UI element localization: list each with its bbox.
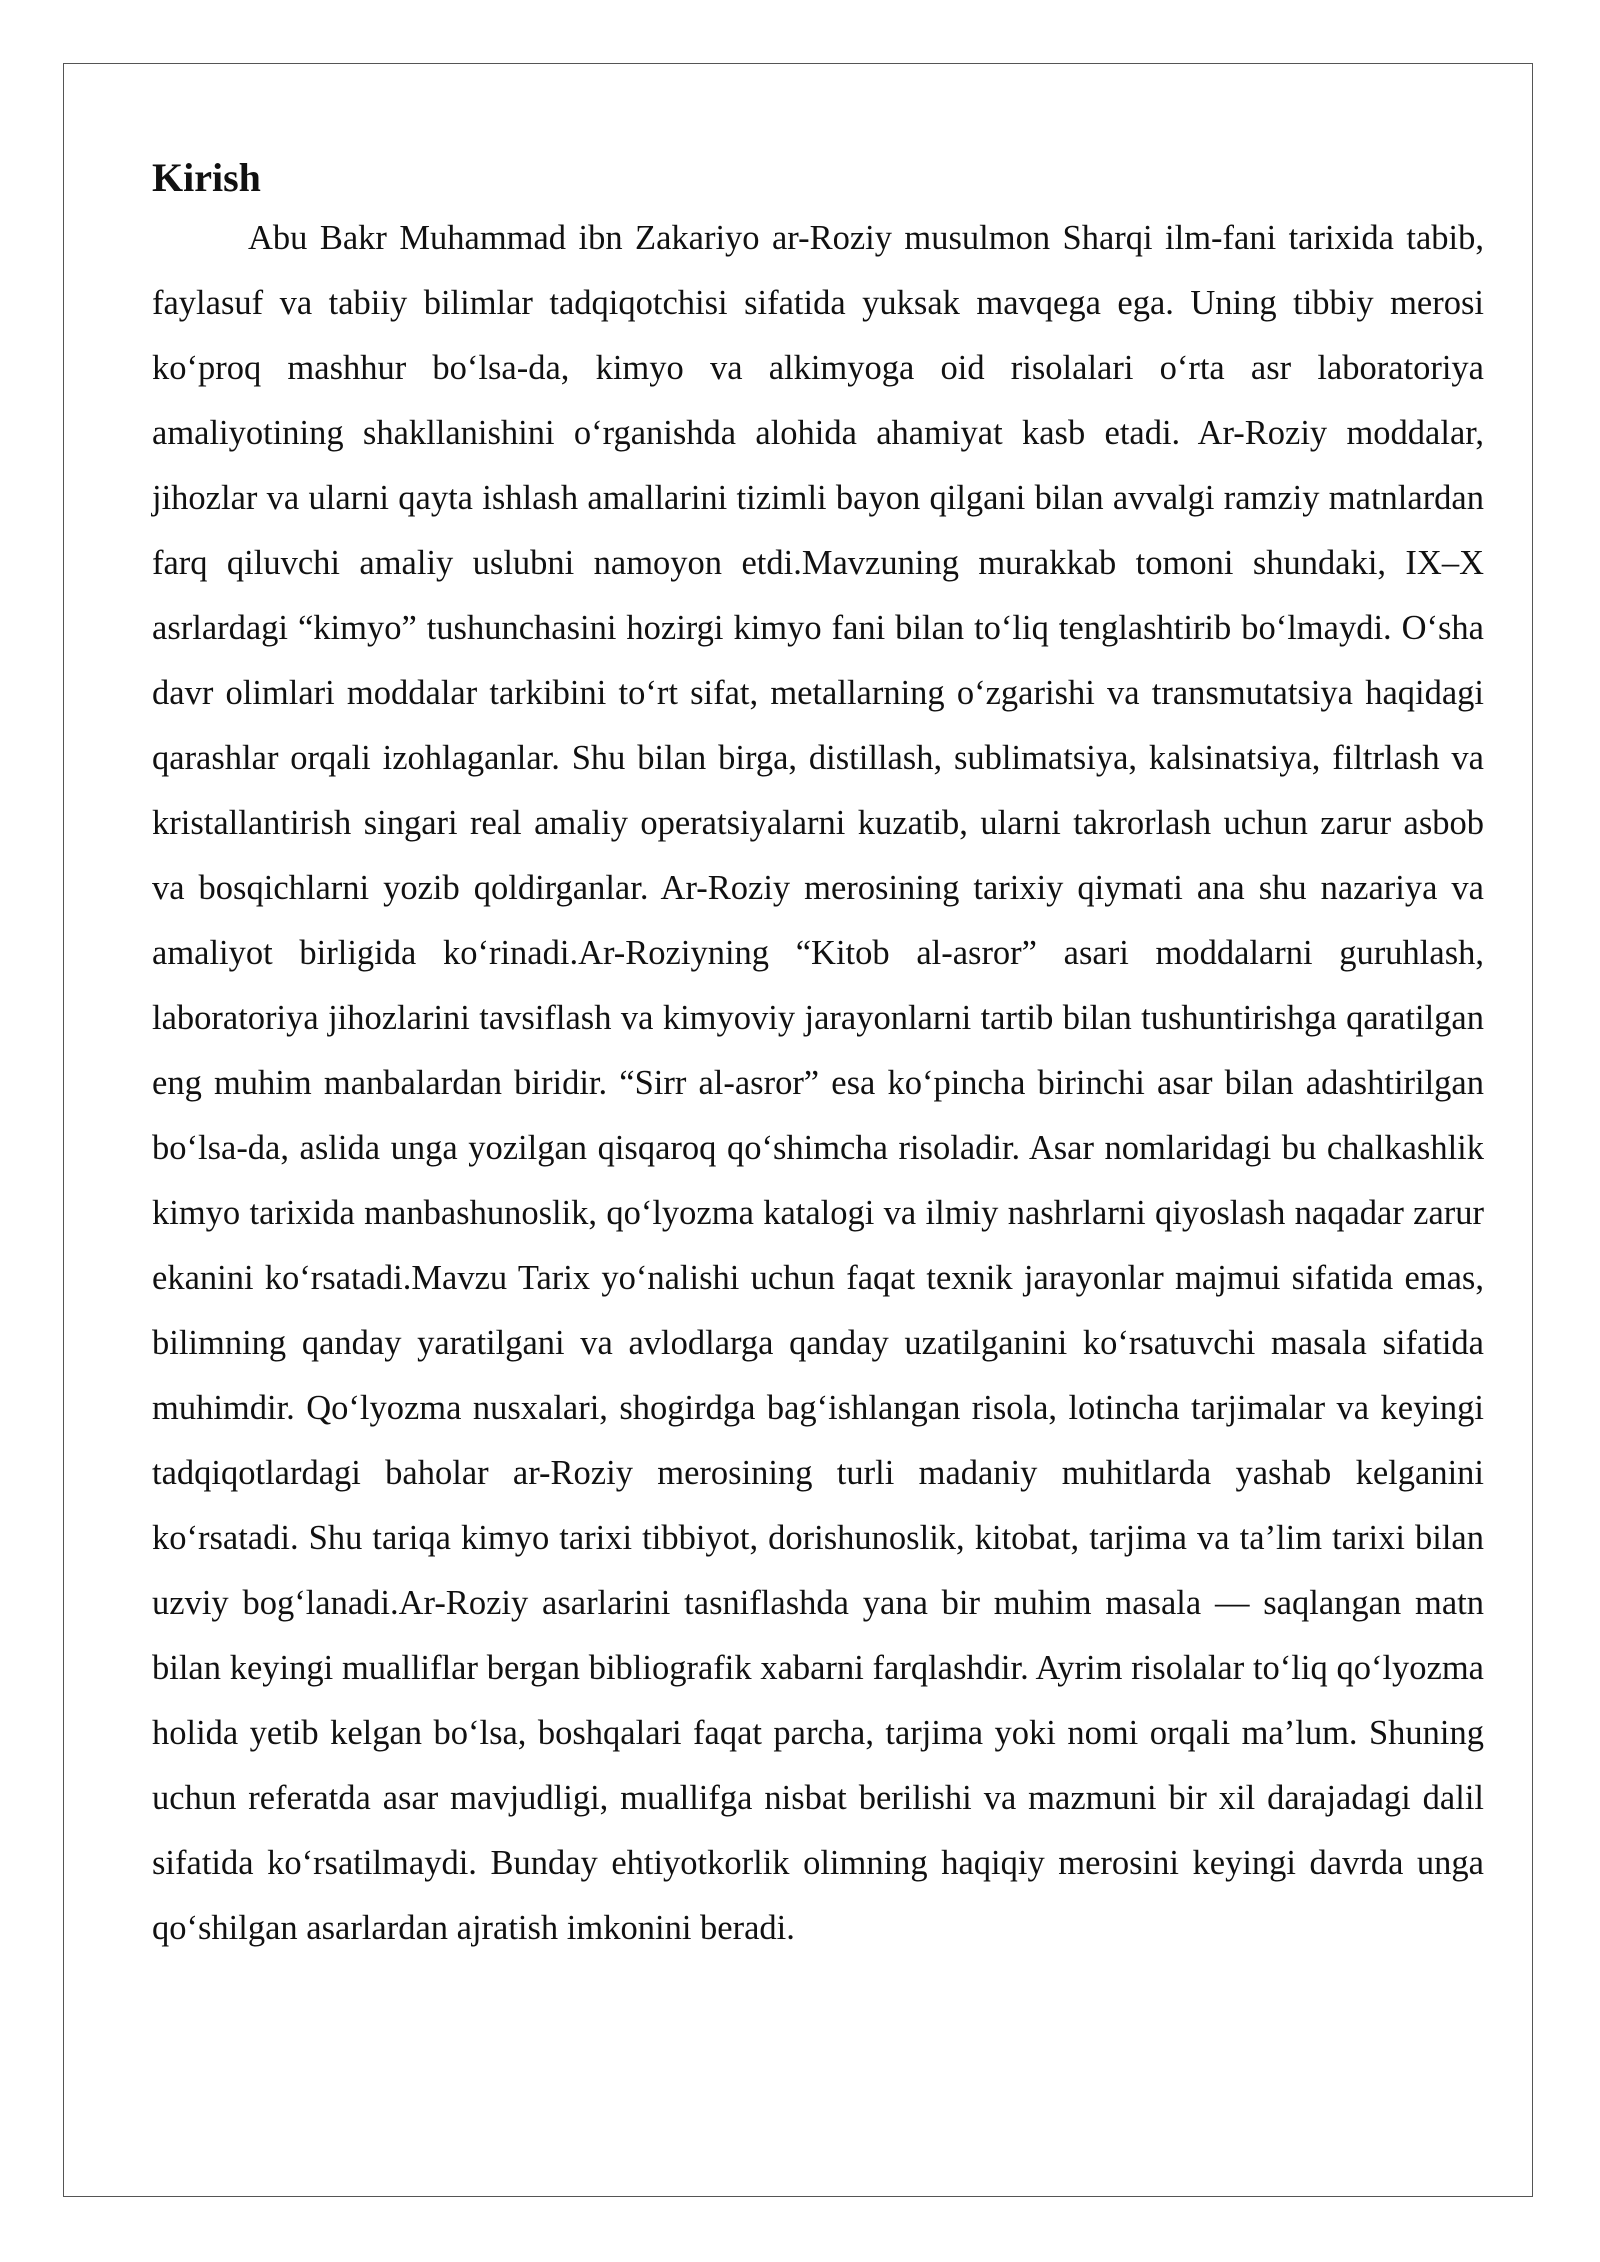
document-body xyxy=(152,150,1484,1961)
section-heading: Kirish xyxy=(152,155,261,200)
body-paragraph: Abu Bakr Muhammad ibn Zakariyo ar-Roziy musulmon Sharqi ilm-fani tarixida tabib, faylasuf va tabiiy bilimlar tadqiqotchisi sifatida yuksak mavqega ega. Uning tibbiy merosi ko‘proq mashhur bo‘lsa-da, kimyo va alkimyoga oid risolalari o‘rta asr laboratoriya amaliyotining shakllanishini o‘rganishda alohida ahamiyat kasb etadi. Ar-Roziy moddalar, jihozlar va ularni qayta ishlash amallarini tizimli bayon qilgani bilan avvalgi ramziy matnlardan farq qiluvchi amaliy uslubni namoyon etdi.Mavzuning murakkab tomoni shundaki, IX–X asrlardagi “kimyo” tushunchasini hozirgi kimyo fani bilan to‘liq tenglashtirib bo‘lmaydi. O‘sha davr olimlari moddalar tarkibini to‘rt sifat, metallarning o‘zgarishi va transmutatsiya haqidagi qarashlar orqali izohlaganlar. Shu bilan birga, distillash, sublimatsiya, kalsinatsiya, filtrlash va kristallantirish singari real amaliy operatsiyalarni kuzatib, ularni takrorlash uchun zarur asbob va bosqichlarni yozib qoldirganlar. Ar-Roziy merosining tarixiy qiymati ana shu nazariya va amaliyot birligida ko‘rinadi.Ar-Roziyning “Kitob al-asror” asari moddalarni guruhlash, laboratoriya jihozlarini tavsiflash va kimyoviy jarayonlarni tartib bilan tushuntirishga qaratilgan eng muhim manbalardan biridir. “Sirr al-asror” esa ko‘pincha birinchi asar bilan adashtirilgan bo‘lsa-da, aslida unga yozilgan qisqaroq qo‘shimcha risoladir. Asar nomlaridagi bu chalkashlik kimyo tarixida manbashunoslik, qo‘lyozma katalogi va ilmiy nashrlarni qiyoslash naqadar zarur ekanini ko‘rsatadi.Mavzu Tarix yo‘nalishi uchun faqat texnik jarayonlar majmui sifatida emas, bilimning qanday yaratilgani va avlodlarga qanday uzatilganini ko‘rsatuvchi masala sifatida muhimdir. Qo‘lyozma nusxalari, shogirdga bag‘ishlangan risola, lotincha tarjimalar va keyingi tadqiqotlardagi baholar ar-Roziy merosining turli madaniy muhitlarda yashab kelganini ko‘rsatadi. Shu tariqa kimyo tarixi tibbiyot, dorishunoslik, kitobat, tarjima va ta’lim tarixi bilan uzviy bog‘lanadi.Ar-Roziy asarlarini tasniflashda yana bir muhim masala — saqlangan matn bilan keyingi mualliflar bergan bibliografik xabarni farqlashdir. Ayrim risolalar to‘liq qo‘lyozma holida yetib kelgan bo‘lsa, boshqalari faqat parcha, tarjima yoki nomi orqali ma’lum. Shuning uchun referatda asar mavjudligi, muallifga nisbat berilishi va mazmuni bir xil darajadagi dalil sifatida ko‘rsatilmaydi. Bunday ehtiyotkorlik olimning haqiqiy merosini keyingi davrda unga qo‘shilgan asarlardan ajratish imkonini beradi. xyxy=(152,219,1484,1947)
